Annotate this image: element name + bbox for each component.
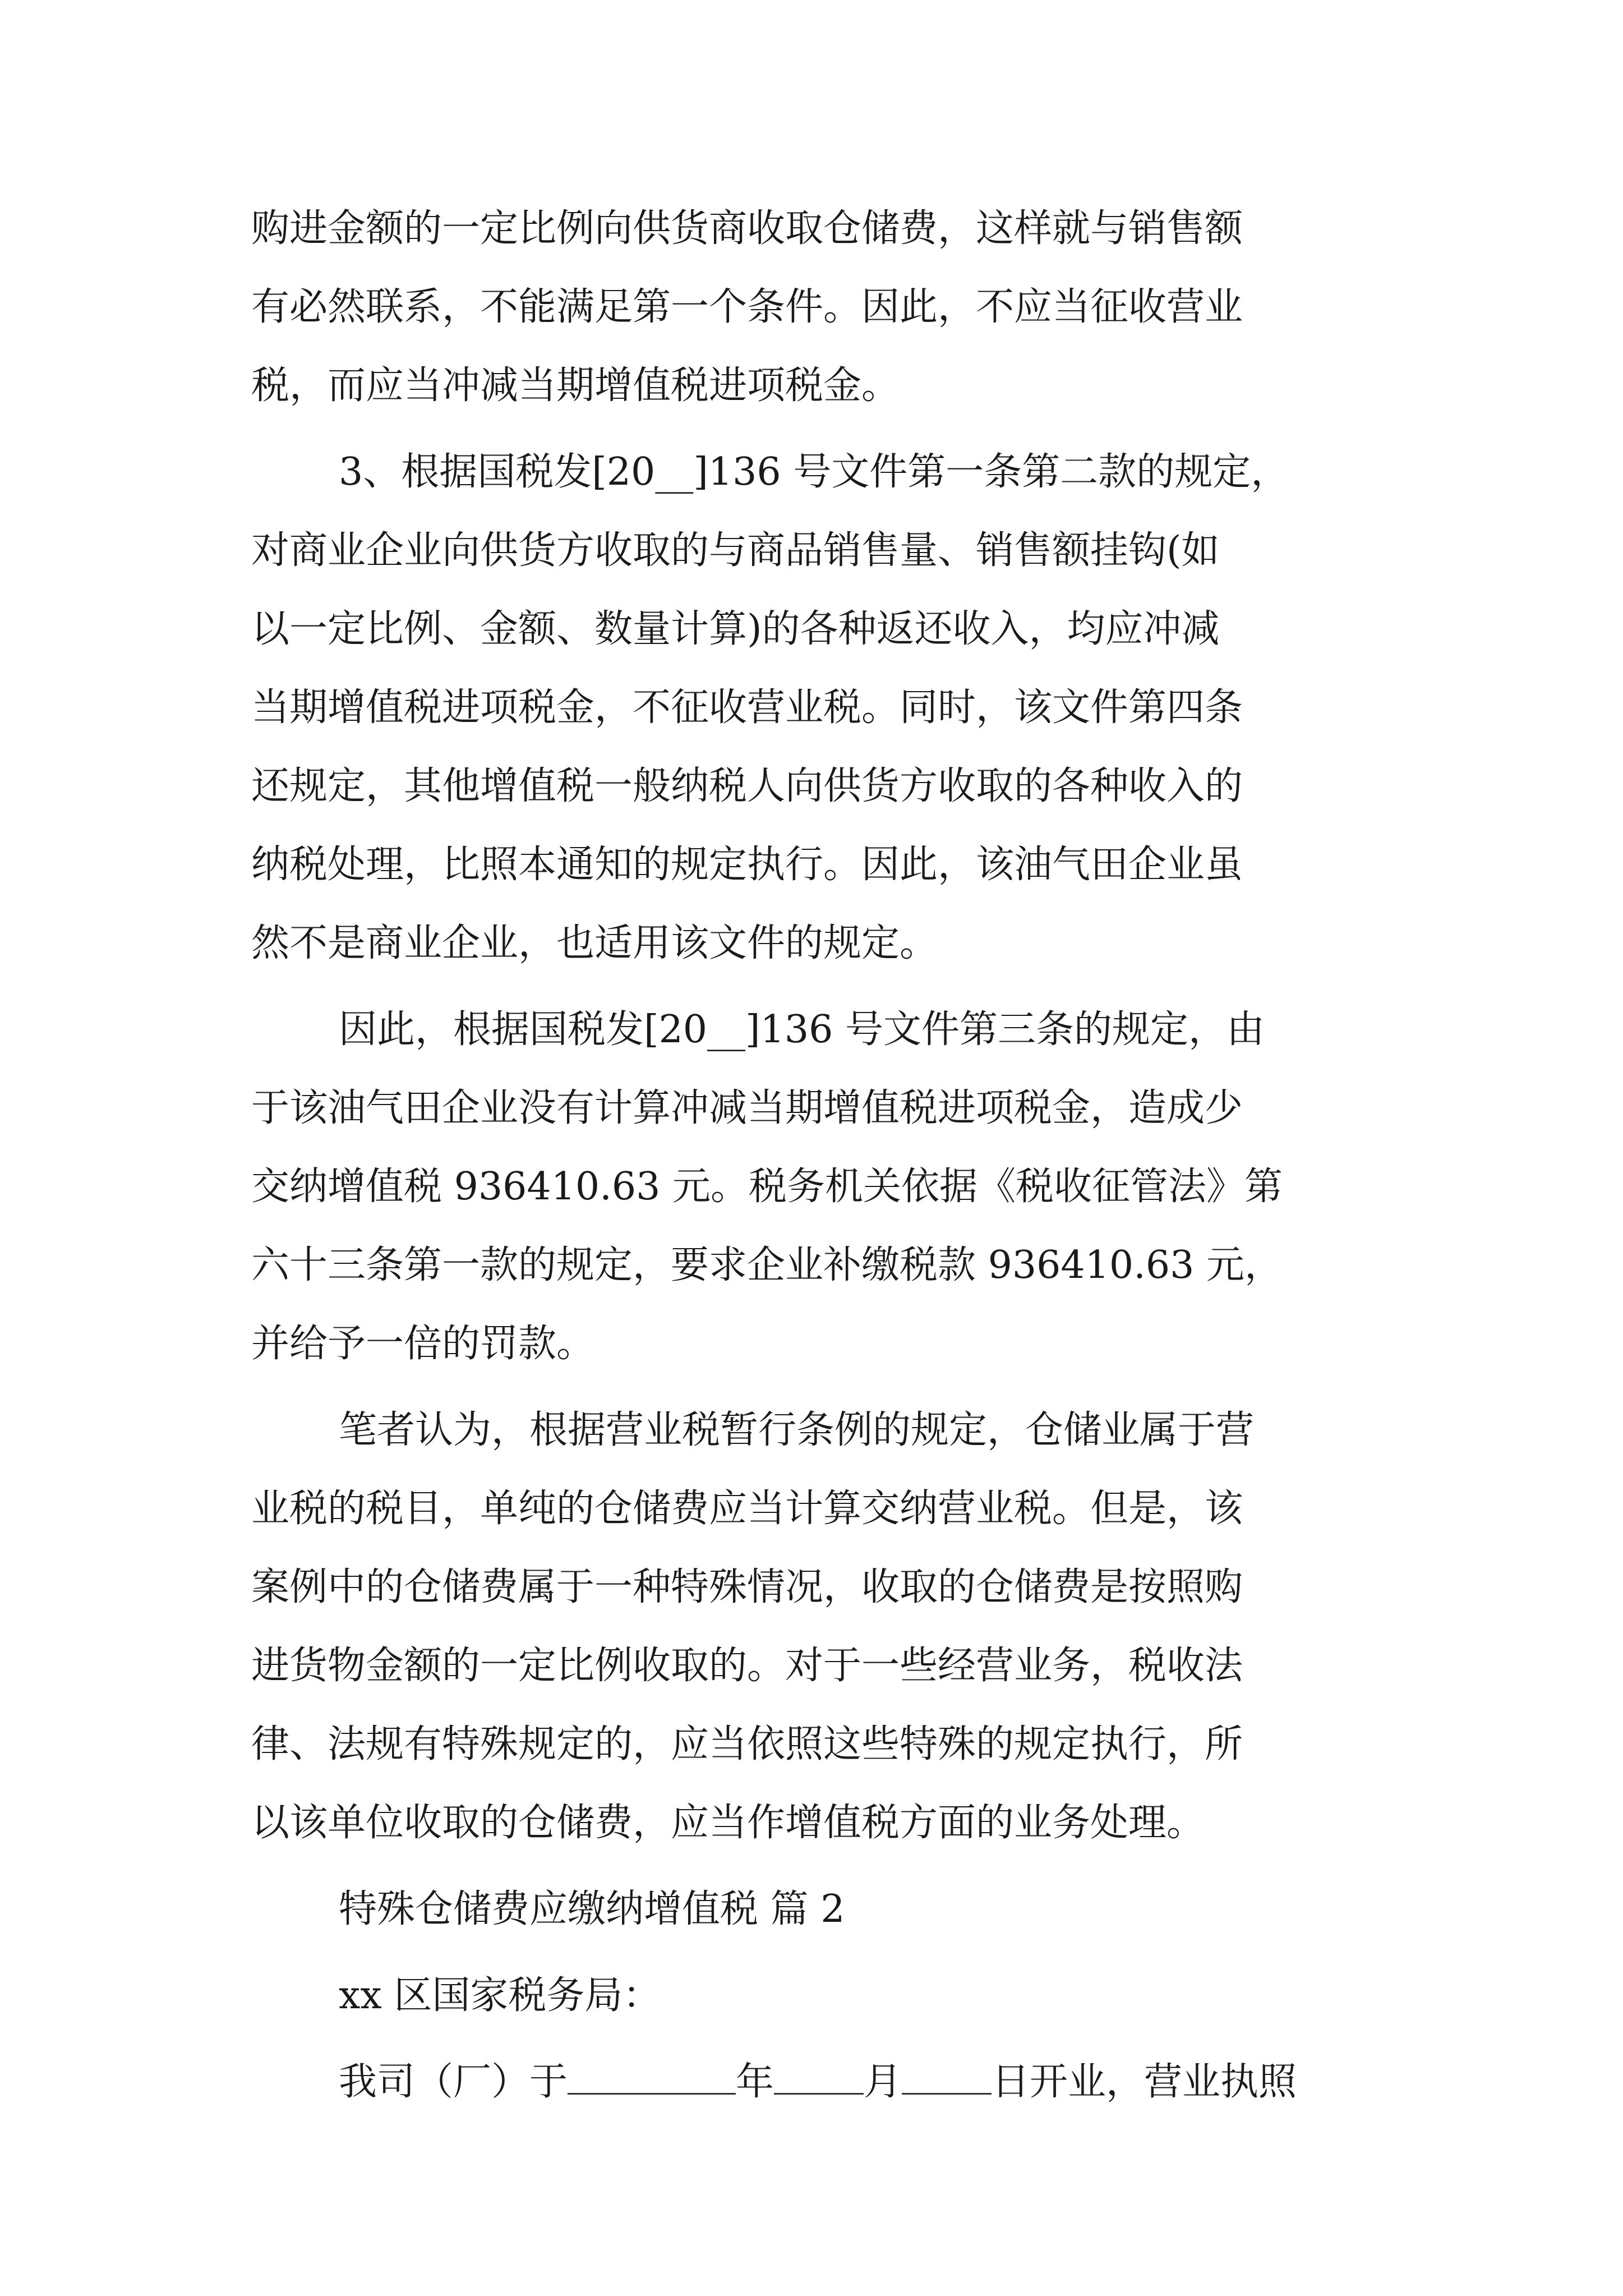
paragraph xyxy=(251,991,1384,1383)
text-line: 当期增值税进项税金，不征收营业税。同时，该文件第四条 xyxy=(251,685,1243,730)
text-line: 六十三条第一款的规定，要求企业补缴税款 936410.63 元， xyxy=(251,1243,1283,1287)
text-line: 交纳增值税 936410.63 元。税务机关依据《税收征管法》第 xyxy=(251,1165,1283,1209)
opening-suffix: 日开业，营业执照 xyxy=(992,2060,1297,2104)
document-body xyxy=(251,190,1384,2122)
text-line: 于该油气田企业没有计算冲减当期增值税进项税金，造成少 xyxy=(251,1086,1243,1130)
text-line: 3、根据国税发[20__]136 号文件第一条第二款的规定， xyxy=(339,450,1289,494)
text-line: 并给予一倍的罚款。 xyxy=(251,1322,595,1366)
text-line: 以该单位收取的仓储费，应当作增值税方面的业务处理。 xyxy=(251,1801,1205,1845)
day-blank xyxy=(902,2055,992,2095)
paragraph-container xyxy=(251,190,1384,1870)
text-line: 税，而应当冲减当期增值税进项税金。 xyxy=(251,364,900,408)
addressee: xx 区国家税务局： xyxy=(339,1973,661,2018)
text-line: 还规定，其他增值税一般纳税人向供货方收取的各种收入的 xyxy=(251,764,1243,808)
opening-date-line xyxy=(251,2043,1384,2122)
text-line: 纳税处理，比照本通知的规定执行。因此，该油气田企业虽 xyxy=(251,843,1243,887)
text-line: 因此，根据国税发[20__]136 号文件第三条的规定，由 xyxy=(339,1007,1265,1052)
paragraph xyxy=(251,1391,1384,1862)
paragraph xyxy=(251,190,1384,425)
paragraph xyxy=(251,433,1384,983)
text-line: 笔者认为，根据营业税暂行条例的规定，仓储业属于营 xyxy=(339,1408,1255,1452)
text-line: 购进金额的一定比例向供货商收取仓储费，这样就与销售额 xyxy=(251,206,1243,251)
text-line: 对商业企业向供货方收取的与商品销售量、销售额挂钩(如 xyxy=(251,528,1220,573)
year-blank xyxy=(568,2055,736,2095)
text-line: 然不是商业企业，也适用该文件的规定。 xyxy=(251,921,938,965)
section-title: 特殊仓储费应缴纳增值税 篇 2 xyxy=(339,1887,845,1931)
text-line: 律、法规有特殊规定的，应当依照这些特殊的规定执行，所 xyxy=(251,1722,1243,1766)
text-line: 案例中的仓储费属于一种特殊情况，收取的仓储费是按照购 xyxy=(251,1565,1243,1609)
text-line: 以一定比例、金额、数量计算)的各种返还收入，均应冲减 xyxy=(251,607,1220,651)
month-label: 月 xyxy=(864,2060,902,2104)
month-blank xyxy=(774,2055,864,2095)
opening-prefix: 我司（厂）于 xyxy=(339,2060,568,2104)
text-line: 业税的税目，单纯的仓储费应当计算交纳营业税。但是，该 xyxy=(251,1487,1243,1531)
text-line: 进货物金额的一定比例收取的。对于一些经营业务，税收法 xyxy=(251,1644,1243,1688)
year-label: 年 xyxy=(736,2060,774,2104)
text-line: 有必然联系，不能满足第一个条件。因此，不应当征收营业 xyxy=(251,285,1243,329)
